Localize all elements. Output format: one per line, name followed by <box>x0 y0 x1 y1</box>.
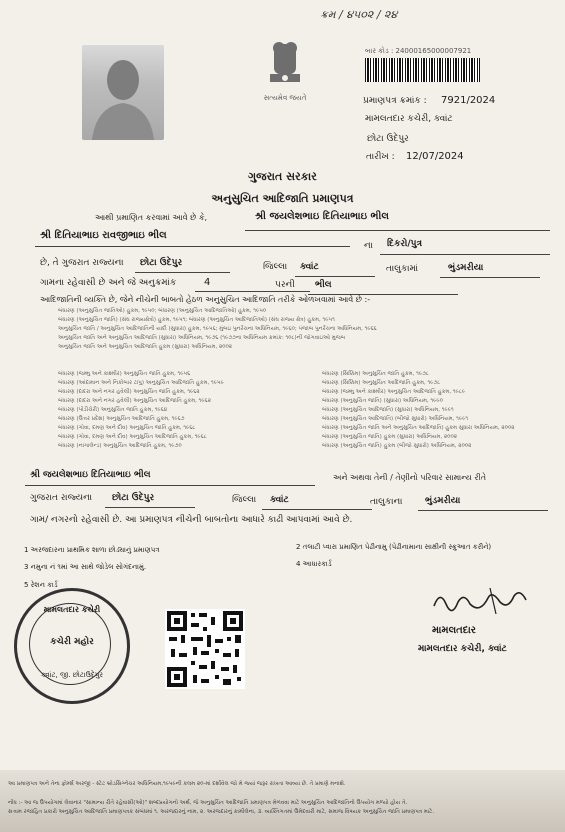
legal-line: અનુસુચિત જાતિ અને અનુસુચિત આદિજાતિ હુકમ (સુધારા) અધિનિયમ, ૨૦૦૨ <box>58 344 233 350</box>
serial-underline <box>195 291 310 292</box>
legal-line: અનુસુચિત જાતિ / અનુસુચિત આદિજાતિની યાદી (સુધારા) હુકમ, ૧૯૫૬; મુંબઇ પુનર્રચના અધિનિયમ, ૧૯૬૦; પંજાબ પુનર્રચના અધિનિયમ, ૧૯૬૬ <box>58 326 377 332</box>
applicant-underline <box>245 230 550 231</box>
person-silhouette-icon <box>82 45 164 140</box>
emblem-icon <box>262 38 308 90</box>
certificate-title: અનુસુચિત આદિજાતિ પ્રમાણપત્ર <box>211 192 354 205</box>
district-suffix: જિલ્લા <box>263 262 288 272</box>
stamp-bottom-text: ક્વાંટ, જી. છોટાઉદેપુર <box>40 671 104 679</box>
residence-district-value: છોટા ઉદેપુર <box>112 493 155 503</box>
signature-text <box>438 598 452 608</box>
document-item-4: 4 આધારકાર્ડ <box>296 560 332 568</box>
legal-column-right <box>322 370 552 451</box>
legal-left-item: બંધારણ (જમ્મુ અને કાશ્મીર) અનુસુચિત જાતિ હુકમ, ૧૯૫૬ <box>58 371 191 377</box>
office-name: મામલતદાર કચેરી, ક્વાંટ <box>365 114 453 124</box>
footer-line: નોંધ :- આ જ ઉપયોગમાં લેવાનાર "સામાન્ય રીતે રહેવાસી(ઓ)" શબ્દપ્રયોગનો અર્થ, જે અનુસુચિત આદિજાતિ પ્રમાણપત્ર મેળવવા માટે અનુસુચિત આદિજાતિનો ઉપયોગ મળ્યો હોય તે. <box>8 800 408 806</box>
father-underline <box>35 246 350 247</box>
applicant-photo <box>82 45 164 140</box>
legal-right-item: બંધારણ (અનુસુચિત જાતિ) (સુધારા) અધિનિયમ, ૧૯૯૦ <box>322 398 443 404</box>
father-name: શ્રી દિતિયાભાઇ રાવજીભાઇ ભીલ <box>40 230 167 241</box>
qr-code-icon <box>165 609 245 689</box>
legal-left-item: બંધારણ (ગોવા, દમણ અને દીવ) અનુસુચિત આદિજાતિ હુકમ, ૧૯૬૮ <box>58 434 207 440</box>
footer-line: સત્તામ રજાહિત પ્રકારો અનુસુચિત આદિજાતિ પ્રમાણપત્રક સંબંધમાં ૧. અરજદારનું નામ, ૨. અરજદારનું કામીલેના, ૩. વ્યક્તિગતમાં ઉમેદવારી માટે, સમાજ વિષયક અનુસુચિત જાતિ પ્રમાણપત્ર માટે. <box>8 809 435 815</box>
legal-right-item: બંધારણ (અનુસુચિત જાતિ) હુકમ (સુધારા) અધિનિયમ, ૨૦૦૨ <box>322 434 457 440</box>
legal-line: બંધારણ (અનુસુચિત જાતિ) (સંઘ રાજ્યક્ષેત્રો) હુકમ, ૧૯૫૧; બંધારણ (અનુસુચિત આદિજાતિઓ) (સંઘ રાજ્ય ક્ષેત્ર) હુકમ, ૧૯૫૧ <box>58 317 335 323</box>
certificate-date: 12/07/2024 <box>406 151 464 162</box>
residence-closing: ગામ/ નગરનો રહેવાસી છે. આ પ્રમાણપત્ર નીચેની બાબતોના આધારે કાઢી આપવામાં આવે છે. <box>30 515 353 525</box>
footer-notes <box>8 780 558 817</box>
state-emblem <box>262 38 308 102</box>
emblem-caption: સત્યમેવ જયતે <box>263 94 307 102</box>
signatory-office: મામલતદાર કચેરી, ક્વાંટ <box>418 644 507 654</box>
village-underline <box>440 277 540 278</box>
taluka-value: ક્વાંટ <box>300 262 319 272</box>
certificate-number: 7921/2024 <box>441 95 496 106</box>
barcode-caption: બાર કોડ : 24000165000007921 <box>365 47 472 55</box>
legal-right-item: બંધારણ (જમ્મુ અને કાશ્મીર) અનુસુચિત આદિજાતિ હુકમ, ૧૯૮૯ <box>322 389 466 395</box>
footer-line: આ પ્રમાણપત્ર અને તેના ફોર્મ્સ અરજી - સ્ટેટ બ્રોડસિગ્નેચર અધિનિયમ,૧૯૫૯ની કલમ ૨૦-માં દર્શાવેલ જો મે જ્યાં જરૂર રાખતા આવ્યા છે. તે પ્રમાણે મનાશે. <box>8 781 346 787</box>
document-item-3: 3 નમુના નં ૧માં આ સાથે જોડેલ સોગંદનામું. <box>24 563 147 571</box>
taluka-suffix: તાલુકામાં <box>386 264 419 274</box>
legal-right-item: બંધારણ (સિક્કિમ) અનુસુચિત જાતિ હુકમ, ૧૯૭૮ <box>322 371 429 377</box>
legal-right-item: બંધારણ (અનુસુચિત જાતિ) હુકમ (બીજો સુધારો) અધિનિયમ, ૨૦૦૨ <box>322 443 472 449</box>
legal-left-item: બંધારણ (દાદરા અને નગર હવેલી) અનુસુચિત જાતિ હુકમ, ૧૯૬૨ <box>58 389 200 395</box>
residence-district-suffix: જિલ્લા <box>232 495 257 505</box>
village-value: ભુંડમરીયા <box>448 263 484 273</box>
certificate-number-label: પ્રમાણપત્ર ક્રમાંક : <box>363 96 427 106</box>
district-value: છોટા ઉદેપુર <box>140 258 183 268</box>
stamp-middle-text: કચેરી મહોર <box>50 637 94 647</box>
legal-line: બંધારણ (અનુસુચિત જાતિઓ) હુકમ, ૧૯૫૦; બંધારણ (અનુસુચિત આદિજાતિઓ) હુકમ, ૧૯૫૦ <box>58 308 267 314</box>
residence-taluka-value: ક્વાંટ <box>270 495 289 505</box>
date-label: તારીખ : <box>366 152 395 162</box>
legal-right-item: બંધારણ (સિક્કિમ) અનુસુચિત આદિજાતિ હુકમ, ૧૯૭૮ <box>322 380 441 386</box>
legal-left-item: બંધારણ (આંદામાન અને નિકોબાર ટાપુ) અનુસુચિત આદિજાતિ હુકમ, ૧૯૫૯ <box>58 380 224 386</box>
barcode <box>365 58 480 82</box>
applicant-name: શ્રી જયલેશભાઇ દિતિયાભાઇ ભીલ <box>255 211 389 222</box>
residence-family-text: અને અથવા તેની / તેણીનો પરિવાર સામાન્ય રીતે <box>333 473 487 482</box>
office-district: છોટા ઉદેપુર <box>367 134 409 144</box>
village-prefix: ગામના રહેવાસી છે અને જે અનુક્રમાંક <box>40 278 177 288</box>
taluka-underline <box>295 276 375 277</box>
legal-left-item: બંધારણ (નાગાલેન્ડ) અનુસુચિત આદિજાતિ હુકમ, ૧૯૭૦ <box>58 443 182 449</box>
residence-state-prefix: ગુજરાત રાજ્યના <box>30 493 93 503</box>
legal-left-item: બંધારણ (ગોવા, દમણ અને દીવ) અનુસુચિત જાતિ હુકમ, ૧૯૬૮ <box>58 425 196 431</box>
residence-district-underline <box>105 507 195 508</box>
qr-code <box>165 609 245 689</box>
legal-references <box>58 307 548 352</box>
legal-right-item: બંધારણ (અનુસુચિત આદિજાતિ) (બીજો સુધારો) અધિનિયમ, ૧૯૯૧ <box>322 416 469 422</box>
document-item-2: 2 તલાટી પ્વારા પ્રમાણિત પેઢીનામુ (પેઢીનામાના સાક્ષીની સ્ક્રુઆત કરીને) <box>296 543 492 551</box>
legal-right-item: બંધારણ (અનુસુચિત આદિજાતિ) (સુધારા) અધિનિયમ, ૧૯૯૧ <box>322 407 454 413</box>
residence-taluka-underline <box>262 509 372 510</box>
residence-taluka-suffix: તાલુકાના <box>370 497 403 507</box>
resident-underline <box>25 485 315 486</box>
signatory-designation: મામલતદાર <box>432 625 476 636</box>
resident-name: શ્રી જયલેશભાઇ દિતિયાભાઇ ભીલ <box>30 470 151 480</box>
residence-village-value: ભુંડમરીયા <box>425 496 461 506</box>
government-heading: ગુજરાત સરકાર <box>248 170 317 183</box>
relation-underline <box>380 254 550 255</box>
caste-value: ભીલ <box>315 280 332 290</box>
relation-value: દિકરો/પુત્ર <box>387 239 422 249</box>
serial-value: 4 <box>204 277 211 288</box>
state-prefix: છે, તે ગુજરાત રાજ્યના <box>40 258 124 268</box>
stamp-top-text: મામલતદાર કચેરી <box>43 605 101 614</box>
legal-left-item: બંધારણ (ઉત્તર પ્રદેશ) અનુસુચિત આદિજાતિ હુકમ, ૧૯૬૭ <box>58 416 185 422</box>
certify-text: આથી પ્રમાણિત કરવામાં આવે છે કે, <box>95 213 208 222</box>
district-underline <box>135 272 230 273</box>
residence-village-underline <box>418 510 548 511</box>
caste-prefix: પરની <box>275 280 295 290</box>
relation-prefix: ના <box>364 241 373 251</box>
document-item-5: 5 રેશન કાર્ડ <box>24 581 58 589</box>
legal-right-item: બંધારણ (અનુસુચિત જાતિ અને અનુસુચિત આદિજાતિ) હુકમ સુધારા અધિનિયમ, ૨૦૦૨ <box>322 425 515 431</box>
legal-line: અનુસુચિત જાતિ અને અનુસુચિત આદિજાતિ (સુધારા) અધિનિયમ, ૧૯૭૬ (૧૯૭૭ના અધિનિયમ ક્રમાંક: ૧૦૮)ની જોગવાઇઓ મુજબ <box>58 335 346 341</box>
legal-left-item: બંધારણ (પોંડીચેરી) અનુસુચિત જાતિ હુકમ, ૧૯૬૪ <box>58 407 168 413</box>
handwritten-reference: ક્રમ / ૪૫૦૨ / ૨૪ <box>320 8 398 21</box>
legal-column-left <box>58 370 303 451</box>
community-text: આદિજાતિની વ્યક્તિ છે, જેને નીચેની બાબતો હેઠળ અનુસુચિત આદિજાતિ તરીકે ઓળખવામાં આવે છે :- <box>40 295 371 304</box>
document-item-1: 1 અરજદારના પ્રાથમિક શાળા છોડ્યાનું પ્રમાણપત્ર <box>24 546 160 554</box>
legal-left-item: બંધારણ (દાદરા અને નગર હવેલી) અનુસુચિત આદિજાતિ હુકમ, ૧૯૬૨ <box>58 398 211 404</box>
office-stamp <box>14 588 130 704</box>
